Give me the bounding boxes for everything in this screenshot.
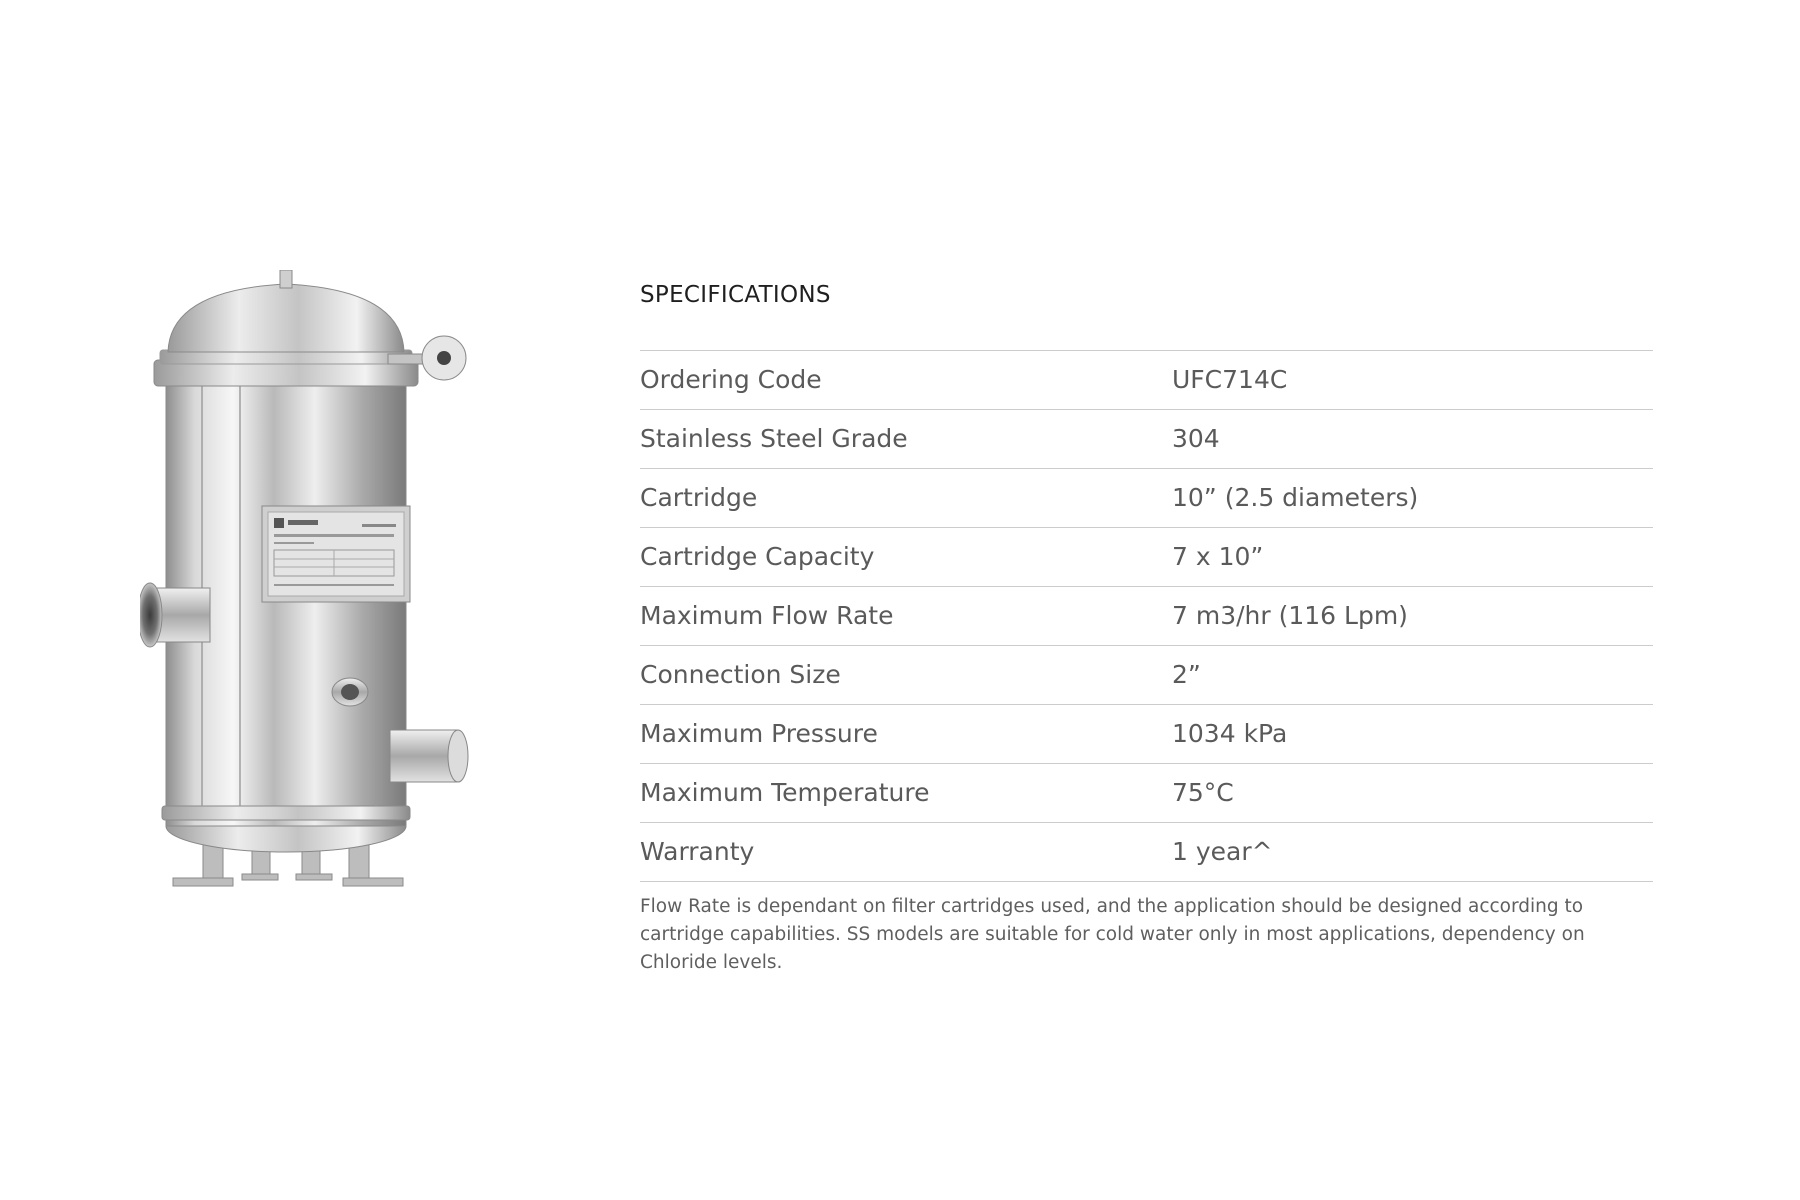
table-row bbox=[640, 528, 1653, 587]
spec-label: Ordering Code bbox=[640, 365, 822, 394]
table-row bbox=[640, 587, 1653, 646]
spec-label: Stainless Steel Grade bbox=[640, 424, 908, 453]
product-image bbox=[140, 270, 540, 910]
table-row bbox=[640, 351, 1653, 410]
table-row bbox=[640, 410, 1653, 469]
table-row bbox=[640, 646, 1653, 705]
spec-value: 7 x 10” bbox=[1172, 542, 1264, 571]
specifications-section bbox=[640, 278, 1653, 996]
inlet-pipe bbox=[140, 583, 210, 647]
spec-value: 2” bbox=[1172, 660, 1201, 689]
specifications-table bbox=[640, 350, 1653, 882]
spec-value: 1034 kPa bbox=[1172, 719, 1288, 748]
spec-label: Maximum Flow Rate bbox=[640, 601, 894, 630]
nameplate bbox=[262, 506, 410, 602]
spec-value: 1 year^ bbox=[1172, 837, 1273, 866]
spec-label: Cartridge bbox=[640, 483, 758, 512]
spec-label: Connection Size bbox=[640, 660, 841, 689]
spec-value: 7 m3/hr (116 Lpm) bbox=[1172, 601, 1408, 630]
outlet-pipe bbox=[390, 730, 468, 782]
table-row bbox=[640, 469, 1653, 528]
specifications-title: SPECIFICATIONS bbox=[640, 282, 831, 308]
spec-value: 75°C bbox=[1172, 778, 1234, 807]
table-row bbox=[640, 705, 1653, 764]
table-row bbox=[640, 823, 1653, 882]
spec-value: 304 bbox=[1172, 424, 1220, 453]
spec-value: 10” (2.5 diameters) bbox=[1172, 483, 1419, 512]
specifications-footnote: Flow Rate is dependant on filter cartridges used, and the application should be designed according to cartridge capabilities. SS models are suitable for cold water only in most applications, dependency on Chloride levels. bbox=[640, 896, 1585, 973]
spec-label: Maximum Pressure bbox=[640, 719, 878, 748]
spec-label: Warranty bbox=[640, 837, 755, 866]
spec-value: UFC714C bbox=[1172, 365, 1288, 394]
spec-label: Cartridge Capacity bbox=[640, 542, 875, 571]
table-row bbox=[640, 764, 1653, 823]
spec-label: Maximum Temperature bbox=[640, 778, 930, 807]
